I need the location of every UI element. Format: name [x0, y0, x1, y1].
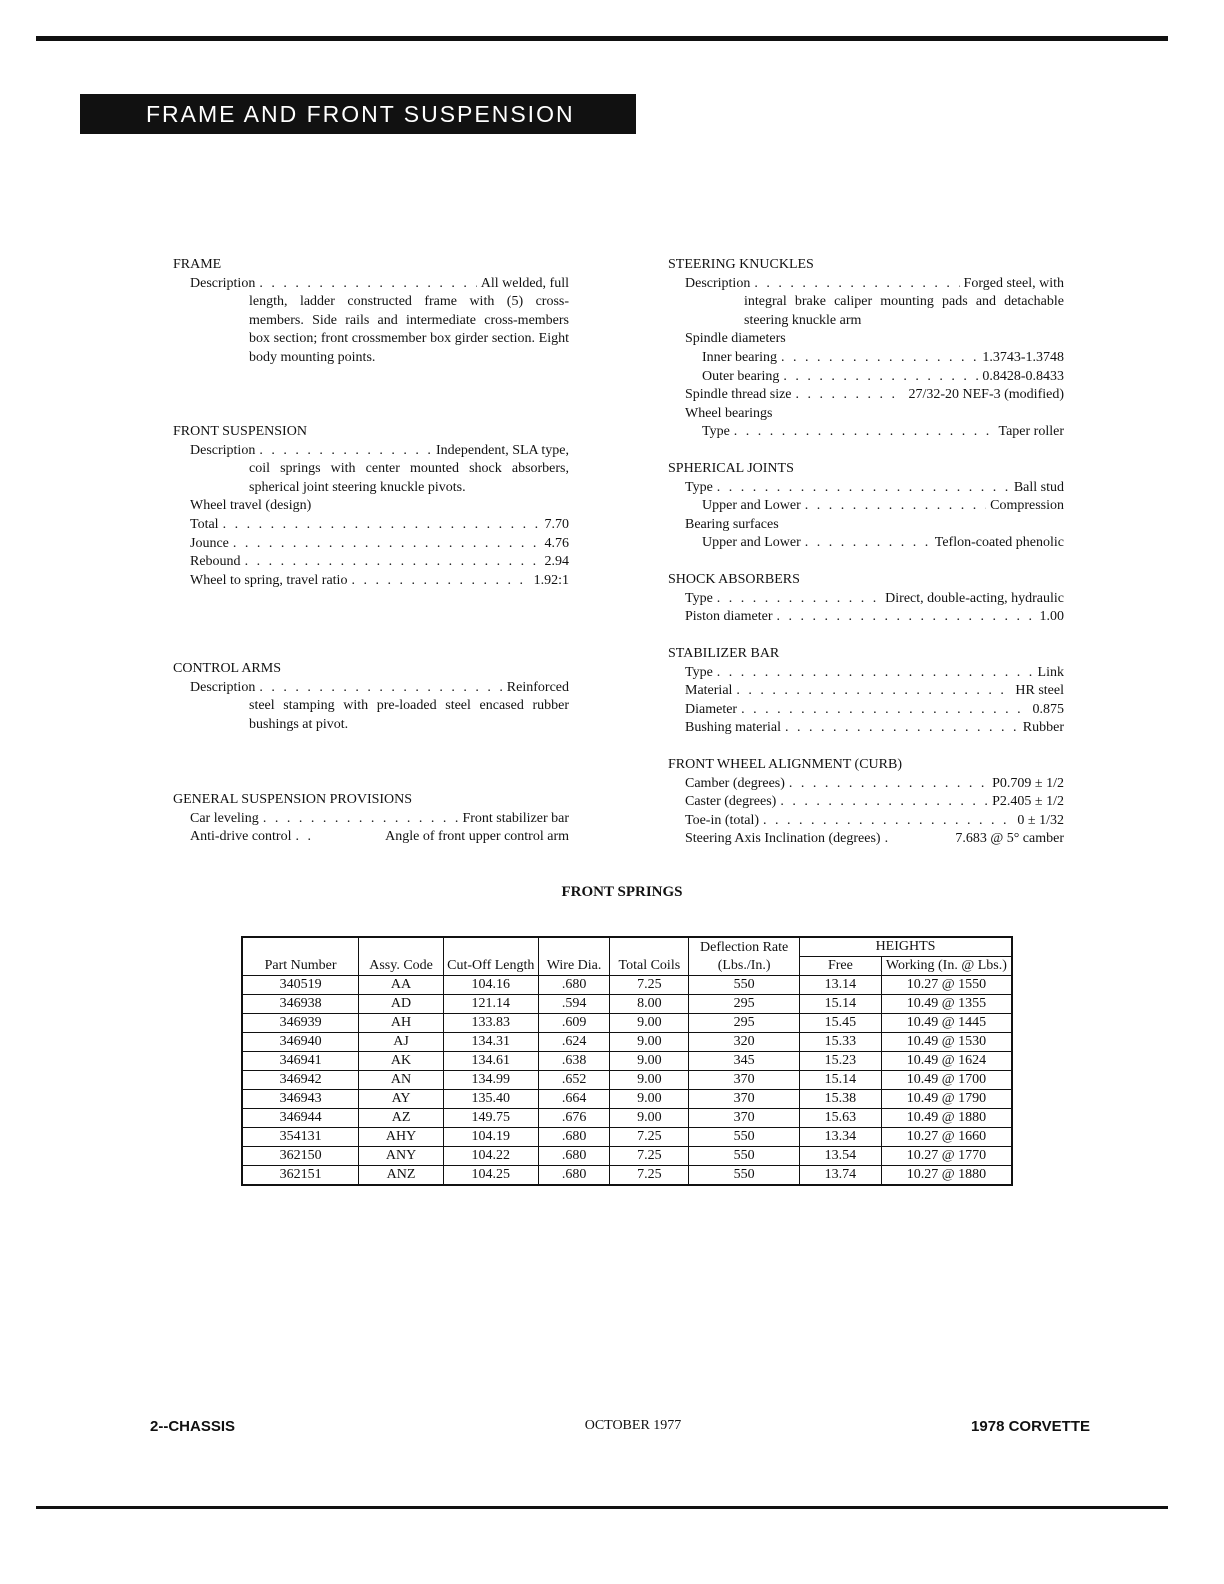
leader-dots: [796, 386, 905, 405]
table-cell: 7.25: [610, 1166, 689, 1186]
frame-description-text: length, ladder constructed frame with (5) cross-members. Side rails and intermediate cross-members box section; front crossmember box girder section. Eight body mounting points.: [249, 294, 569, 365]
col-assy-code: Assy. Code: [359, 937, 444, 976]
label: Inner bearing: [702, 349, 778, 365]
camber-row: [668, 775, 1064, 794]
general-provisions-title: GENERAL SUSPENSION PROVISIONS: [173, 792, 413, 807]
label: Type: [702, 424, 730, 440]
table-cell: 10.49 @ 1624: [881, 1052, 1012, 1071]
frame-title: FRAME: [173, 257, 222, 272]
value: 0.8428-0.8433: [982, 368, 1064, 384]
col-working: Working (In. @ Lbs.): [881, 957, 1012, 976]
table-row: [242, 1090, 1012, 1109]
table-cell: .680: [538, 1147, 610, 1166]
table-row: [242, 1071, 1012, 1090]
table-cell: 550: [689, 1147, 800, 1166]
knuckle-description-row: [668, 275, 1064, 294]
table-row: [242, 1128, 1012, 1147]
wheel-bearings-label: Wheel bearings: [685, 405, 773, 421]
table-row: [242, 1014, 1012, 1033]
leader-dots: [717, 479, 1010, 498]
label: Description: [190, 275, 256, 291]
value: 1.00: [1039, 609, 1064, 625]
bearing-surfaces-label: Bearing surfaces: [685, 516, 779, 532]
bushing-material-row: [668, 719, 1064, 738]
front-suspension-description-text: coil springs with center mounted shock absorbers, spherical joint steering knuckle pivots.: [249, 461, 569, 495]
label: Steering Axis Inclination (degrees): [685, 831, 881, 847]
spherical-joints-section: [668, 460, 1064, 553]
table-cell: .594: [538, 995, 610, 1014]
table-row: [242, 1033, 1012, 1052]
table-cell: 550: [689, 1128, 800, 1147]
table-cell: 7.25: [610, 1147, 689, 1166]
value: Direct, double-acting, hydraulic: [885, 590, 1064, 606]
leader-dots: [785, 719, 1019, 738]
label: Upper and Lower: [702, 535, 801, 551]
label: Caster (degrees): [685, 794, 777, 810]
top-rule: [36, 36, 1168, 41]
footer-model: 1978 CORVETTE: [971, 1418, 1090, 1435]
col-total-coils: Total Coils: [610, 937, 689, 976]
table-cell: AK: [359, 1052, 444, 1071]
leader-dots: [754, 275, 959, 294]
value: Taper roller: [998, 424, 1064, 440]
label: Description: [190, 442, 256, 458]
label: Total: [190, 516, 219, 532]
steering-knuckles-section: [668, 256, 1064, 442]
inner-bearing-row: [668, 349, 1064, 368]
table-cell: 9.00: [610, 1090, 689, 1109]
spherical-joints-title: SPHERICAL JOINTS: [668, 461, 794, 476]
leader-dots: [736, 682, 1011, 701]
leader-dots: [741, 701, 1028, 720]
leader-dots: [233, 535, 541, 554]
value: Rubber: [1022, 720, 1064, 736]
table-cell: AZ: [359, 1109, 444, 1128]
leader-dots: [805, 534, 931, 553]
label: Car leveling: [190, 810, 259, 826]
label: Toe-in (total): [685, 812, 760, 828]
value: P0.709 ± 1/2: [992, 775, 1064, 791]
general-provisions-section: [173, 791, 569, 847]
label: Material: [685, 683, 733, 699]
frame-section: [173, 256, 569, 368]
bottom-rule: [36, 1506, 1168, 1509]
table-cell: 362150: [242, 1147, 359, 1166]
table-cell: AD: [359, 995, 444, 1014]
label: Type: [685, 479, 713, 495]
table-cell: 13.14: [800, 976, 882, 995]
table-cell: 9.00: [610, 1052, 689, 1071]
table-cell: 8.00: [610, 995, 689, 1014]
stabilizer-bar-title: STABILIZER BAR: [668, 646, 780, 661]
table-cell: 134.61: [443, 1052, 538, 1071]
travel-ratio-row: [173, 572, 569, 591]
anti-drive-row: [173, 828, 569, 847]
table-cell: 15.14: [800, 995, 882, 1014]
table-cell: 10.27 @ 1550: [881, 976, 1012, 995]
jounce-row: [173, 535, 569, 554]
table-cell: 10.49 @ 1445: [881, 1014, 1012, 1033]
value: Ball stud: [1013, 479, 1064, 495]
value: 2.94: [544, 554, 569, 570]
table-cell: 10.27 @ 1880: [881, 1166, 1012, 1186]
leader-dots: [717, 590, 881, 609]
table-cell: 104.19: [443, 1128, 538, 1147]
table-cell: 104.16: [443, 976, 538, 995]
label: Description: [685, 275, 751, 291]
table-cell: .676: [538, 1109, 610, 1128]
table-cell: 149.75: [443, 1109, 538, 1128]
table-cell: 135.40: [443, 1090, 538, 1109]
toe-in-row: [668, 812, 1064, 831]
table-cell: .638: [538, 1052, 610, 1071]
table-cell: AJ: [359, 1033, 444, 1052]
table-cell: 10.49 @ 1880: [881, 1109, 1012, 1128]
leader-dots: [259, 442, 432, 461]
table-cell: 10.27 @ 1660: [881, 1128, 1012, 1147]
leader-dots: [783, 368, 978, 387]
front-suspension-title: FRONT SUSPENSION: [173, 424, 307, 439]
value: Independent, SLA type,: [436, 442, 569, 458]
front-suspension-description-row: [173, 442, 569, 461]
table-cell: 9.00: [610, 1109, 689, 1128]
table-cell: 346943: [242, 1090, 359, 1109]
table-cell: 320: [689, 1033, 800, 1052]
total-row: [173, 516, 569, 535]
value: Reinforced: [506, 679, 569, 695]
shock-type-row: [668, 590, 1064, 609]
table-cell: .624: [538, 1033, 610, 1052]
knuckle-description-text: integral brake caliper mounting pads and detachable steering knuckle arm: [744, 294, 1064, 328]
value: 7.683 @ 5° camber: [955, 831, 1064, 847]
footer-section-label: 2--CHASSIS: [150, 1418, 236, 1435]
value: 27/32-20 NEF-3 (modified): [908, 387, 1064, 403]
caster-row: [668, 793, 1064, 812]
table-cell: 550: [689, 976, 800, 995]
table-row: [242, 1147, 1012, 1166]
table-cell: AHY: [359, 1128, 444, 1147]
leader-dots: [245, 553, 541, 572]
stabilizer-material-row: [668, 682, 1064, 701]
table-cell: 340519: [242, 976, 359, 995]
control-arms-description-text: steel stamping with pre-loaded steel encased rubber bushings at pivot.: [249, 698, 569, 732]
leader-dots: [789, 775, 988, 794]
frame-description-row: [173, 275, 569, 294]
table-cell: AY: [359, 1090, 444, 1109]
table-cell: 121.14: [443, 995, 538, 1014]
table-cell: 346942: [242, 1071, 359, 1090]
table-cell: 9.00: [610, 1014, 689, 1033]
value: 1.92:1: [533, 572, 569, 588]
table-cell: 10.49 @ 1355: [881, 995, 1012, 1014]
steering-knuckles-title: STEERING KNUCKLES: [668, 257, 814, 272]
value: Forged steel, with: [963, 275, 1064, 291]
table-cell: 134.31: [443, 1033, 538, 1052]
label: Camber (degrees): [685, 775, 785, 791]
value: Angle of front upper control arm: [385, 829, 569, 845]
table-cell: AA: [359, 976, 444, 995]
table-cell: 370: [689, 1109, 800, 1128]
leader-dots: [777, 608, 1036, 627]
front-suspension-section: [173, 423, 569, 590]
table-cell: 13.54: [800, 1147, 882, 1166]
table-row: [242, 1052, 1012, 1071]
front-springs-table: [241, 936, 1013, 1186]
table-cell: 550: [689, 1166, 800, 1186]
footer-date: OCTOBER 1977: [584, 1418, 682, 1433]
table-cell: ANZ: [359, 1166, 444, 1186]
table-cell: 10.49 @ 1790: [881, 1090, 1012, 1109]
table-cell: 104.25: [443, 1166, 538, 1186]
table-row: [242, 976, 1012, 995]
value: 0.875: [1032, 701, 1064, 717]
spindle-thread-row: [668, 386, 1064, 405]
label: Type: [685, 664, 713, 680]
upper-lower-row: [668, 497, 1064, 516]
label: Spindle thread size: [685, 387, 792, 403]
upper-lower-surface-row: [668, 534, 1064, 553]
table-cell: 7.25: [610, 976, 689, 995]
table-cell: 7.25: [610, 1128, 689, 1147]
table-cell: .652: [538, 1071, 610, 1090]
table-cell: 15.23: [800, 1052, 882, 1071]
leader-dots: [295, 828, 311, 847]
label: Piston diameter: [685, 609, 773, 625]
rebound-row: [173, 553, 569, 572]
value: Link: [1037, 664, 1064, 680]
leader-dots: [885, 830, 897, 849]
table-cell: 133.83: [443, 1014, 538, 1033]
leader-dots: [734, 423, 995, 442]
table-cell: .609: [538, 1014, 610, 1033]
table-cell: .680: [538, 976, 610, 995]
value: 7.70: [544, 516, 569, 532]
table-cell: 15.63: [800, 1109, 882, 1128]
label: Description: [190, 679, 256, 695]
leader-dots: [781, 349, 978, 368]
control-arms-description-row: [173, 679, 569, 698]
table-cell: 346938: [242, 995, 359, 1014]
alignment-title: FRONT WHEEL ALIGNMENT (CURB): [668, 757, 902, 772]
col-cutoff-length: Cut-Off Length: [443, 937, 538, 976]
steering-axis-row: [668, 830, 1064, 849]
alignment-section: [668, 756, 1064, 849]
table-cell: 13.34: [800, 1128, 882, 1147]
table-cell: 354131: [242, 1128, 359, 1147]
label: Upper and Lower: [702, 498, 801, 514]
stabilizer-type-row: [668, 664, 1064, 683]
table-cell: AH: [359, 1014, 444, 1033]
table-cell: 346939: [242, 1014, 359, 1033]
control-arms-section: [173, 660, 569, 734]
springs-table-body: [242, 976, 1012, 1186]
table-cell: 15.45: [800, 1014, 882, 1033]
stabilizer-diameter-row: [668, 701, 1064, 720]
table-cell: 370: [689, 1071, 800, 1090]
table-row: [242, 995, 1012, 1014]
stabilizer-bar-section: [668, 645, 1064, 738]
label: Diameter: [685, 701, 738, 717]
table-cell: .664: [538, 1090, 610, 1109]
shock-absorbers-section: [668, 571, 1064, 627]
joint-type-row: [668, 479, 1064, 498]
leader-dots: [780, 793, 988, 812]
wheel-travel-label: Wheel travel (design): [190, 498, 312, 514]
table-cell: 346940: [242, 1033, 359, 1052]
label: Type: [685, 590, 713, 606]
leader-dots: [763, 812, 1013, 831]
value: Front stabilizer bar: [462, 810, 569, 826]
springs-title: FRONT SPRINGS: [561, 884, 683, 900]
col-heights: HEIGHTS: [800, 937, 1012, 957]
col-deflection-rate: Deflection Rate (Lbs./In.): [689, 937, 800, 976]
value: 1.3743-1.3748: [982, 349, 1064, 365]
leader-dots: [805, 497, 986, 516]
leader-dots: [223, 516, 541, 535]
control-arms-title: CONTROL ARMS: [173, 661, 282, 676]
table-cell: 295: [689, 995, 800, 1014]
table-cell: 15.14: [800, 1071, 882, 1090]
table-cell: 15.33: [800, 1033, 882, 1052]
leader-dots: [351, 572, 529, 591]
label: Bushing material: [685, 720, 782, 736]
leader-dots: [259, 275, 476, 294]
table-cell: 10.49 @ 1530: [881, 1033, 1012, 1052]
table-cell: .680: [538, 1128, 610, 1147]
shock-absorbers-title: SHOCK ABSORBERS: [668, 572, 800, 587]
leader-dots: [717, 664, 1034, 683]
outer-bearing-row: [668, 368, 1064, 387]
table-cell: .680: [538, 1166, 610, 1186]
label: Anti-drive control: [190, 829, 292, 845]
table-row: [242, 1166, 1012, 1186]
spindle-diameters-label: Spindle diameters: [685, 331, 786, 347]
value: 4.76: [544, 535, 569, 551]
label: Jounce: [190, 535, 229, 551]
table-cell: 295: [689, 1014, 800, 1033]
col-part-number: Part Number: [242, 937, 359, 976]
table-cell: 9.00: [610, 1071, 689, 1090]
table-cell: 362151: [242, 1166, 359, 1186]
value: HR steel: [1015, 683, 1064, 699]
table-cell: 9.00: [610, 1033, 689, 1052]
car-leveling-row: [173, 810, 569, 829]
value: Teflon-coated phenolic: [934, 535, 1064, 551]
table-cell: 15.38: [800, 1090, 882, 1109]
bearing-type-row: [668, 423, 1064, 442]
section-banner: FRAME AND FRONT SUSPENSION: [80, 94, 636, 134]
table-cell: 345: [689, 1052, 800, 1071]
table-cell: 10.49 @ 1700: [881, 1071, 1012, 1090]
value: 0 ± 1/32: [1017, 812, 1064, 828]
label: Wheel to spring, travel ratio: [190, 572, 348, 588]
leader-dots: [263, 810, 459, 829]
value: Compression: [990, 498, 1064, 514]
piston-diameter-row: [668, 608, 1064, 627]
col-free: Free: [800, 957, 882, 976]
label: Rebound: [190, 554, 241, 570]
label: Outer bearing: [702, 368, 780, 384]
table-cell: 346944: [242, 1109, 359, 1128]
table-cell: 10.27 @ 1770: [881, 1147, 1012, 1166]
table-cell: AN: [359, 1071, 444, 1090]
table-row: [242, 1109, 1012, 1128]
table-cell: 346941: [242, 1052, 359, 1071]
table-cell: 13.74: [800, 1166, 882, 1186]
leader-dots: [259, 679, 502, 698]
table-cell: 134.99: [443, 1071, 538, 1090]
table-cell: ANY: [359, 1147, 444, 1166]
value: P2.405 ± 1/2: [992, 794, 1064, 810]
table-cell: 370: [689, 1090, 800, 1109]
value: All welded, full: [480, 275, 569, 291]
col-wire-dia: Wire Dia.: [538, 937, 610, 976]
table-cell: 104.22: [443, 1147, 538, 1166]
